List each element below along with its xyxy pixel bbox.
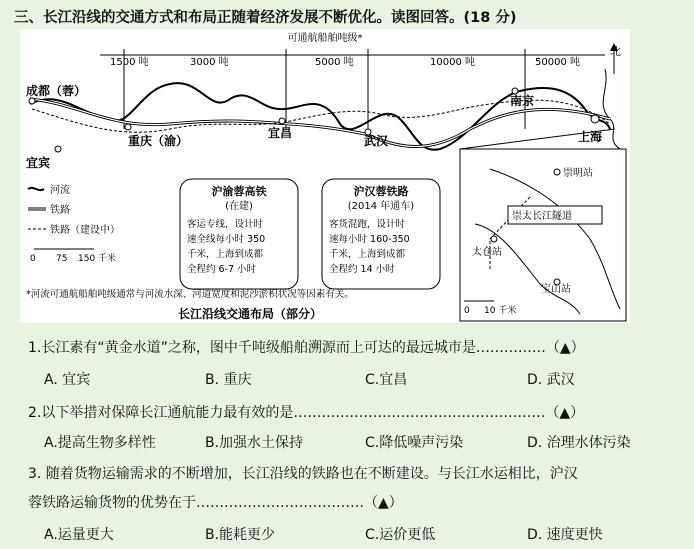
box2-line: 速每小时 160-350 (329, 234, 410, 245)
scale-75: 75 (56, 254, 68, 264)
option-d: D. 速度更快 (527, 527, 603, 543)
legend-rail-building: 铁路（建设中） (50, 225, 120, 236)
section-heading: 三、长江沿线的交通方式和布局正随着经济发展不断优化。读图回答。(18 分) (14, 10, 517, 26)
legend-rail: 铁路 (50, 205, 70, 216)
box2-line: 千米，上海到成都 (329, 249, 406, 260)
question-3-continued: 蓉铁路运输货物的优势在于………………………………（▲） (28, 495, 403, 511)
option-d: D. 武汉 (527, 372, 575, 388)
city-yibin: 宜宾 (26, 156, 51, 170)
box1-sub: (在建) (225, 201, 253, 212)
inset-chongming: 崇明站 (563, 168, 593, 179)
tonnage-label: 10000 吨 (430, 57, 475, 68)
option-c: C.降低噪声污染 (365, 435, 464, 451)
box1-line: 客运专线，设计时 (187, 219, 264, 230)
option-b: B.加强水土保持 (205, 435, 304, 451)
option-a: A.提高生物多样性 (44, 435, 156, 451)
option-a: A.运量更大 (44, 527, 114, 543)
option-a: A. 宜宾 (44, 372, 91, 388)
option-b: B.能耗更少 (205, 527, 276, 543)
map-footnote: *河流可通航船舶吨级通常与河流水深、河道宽度和泥沙淤积状况等因素有关。 (26, 289, 354, 300)
box1-title: 沪渝蓉高铁 (211, 185, 267, 198)
scale-0: 0 (30, 254, 36, 264)
box2-line: 全程约 14 小时 (329, 264, 395, 275)
inset-scale-0: 0 (464, 306, 470, 316)
scale-150: 150 千米 (78, 254, 117, 264)
box1-line: 千米，上海到成都 (187, 249, 264, 260)
legend-river: 河流 (50, 185, 70, 196)
option-b: B. 重庆 (205, 372, 252, 388)
inset-scale-10: 10 千米 (484, 306, 517, 316)
inset-tunnel: 崇太长江隧道 (512, 211, 572, 222)
city-shanghai: 上海 (578, 130, 603, 144)
box1-line: 全程约 6-7 小时 (187, 264, 257, 275)
yangtze-transport-map (20, 29, 630, 323)
coastline (603, 69, 620, 149)
north-label: 北 (610, 45, 621, 58)
option-c: C.运价更低 (365, 527, 436, 543)
box2-sub: (2014 年通车) (347, 201, 415, 212)
tonnage-label: 5000 吨 (315, 57, 354, 68)
box2-title: 沪汉蓉铁路 (353, 185, 409, 198)
inset-taicang: 太仓站 (472, 247, 502, 258)
question-3: 3. 随着货物运输需求的不断增加，长江沿线的铁路也在不断建设。与长江水运相比，沪汉 (28, 466, 578, 482)
question-2: 2.以下举措对保障长江通航能力最有效的是………………………………………………（▲） (28, 405, 585, 421)
map-title: 长江沿线交通布局（部分） (177, 307, 323, 321)
map-svg (20, 29, 630, 323)
inset-baoshan: 宝山站 (541, 284, 571, 295)
tonnage-label: 1500 吨 (110, 57, 149, 68)
box2-line: 客货混跑，设计时 (329, 219, 406, 230)
city-yichang: 宜昌 (268, 126, 293, 140)
option-c: C.宜昌 (365, 372, 408, 388)
city-wuhan: 武汉 (364, 134, 389, 148)
city-chengdu: 成都（蓉） (26, 84, 87, 98)
legend (28, 183, 120, 264)
tonnage-label: 50000 吨 (535, 57, 580, 68)
question-1: 1.长江素有“黄金水道”之称，图中千吨级船舶溯源而上可达的最远城市是……………（▲） (28, 340, 585, 356)
tonnage-label: 3000 吨 (190, 57, 229, 68)
city-chongqing: 重庆（渝） (128, 134, 189, 148)
city-nanjing: 南京 (510, 94, 535, 108)
inset-map (460, 149, 626, 321)
tonnage-caption: 可通航船舶吨级* (287, 33, 363, 44)
option-d: D. 治理水体污染 (527, 435, 631, 451)
box1-line: 速全线每小时 350 (187, 234, 266, 245)
